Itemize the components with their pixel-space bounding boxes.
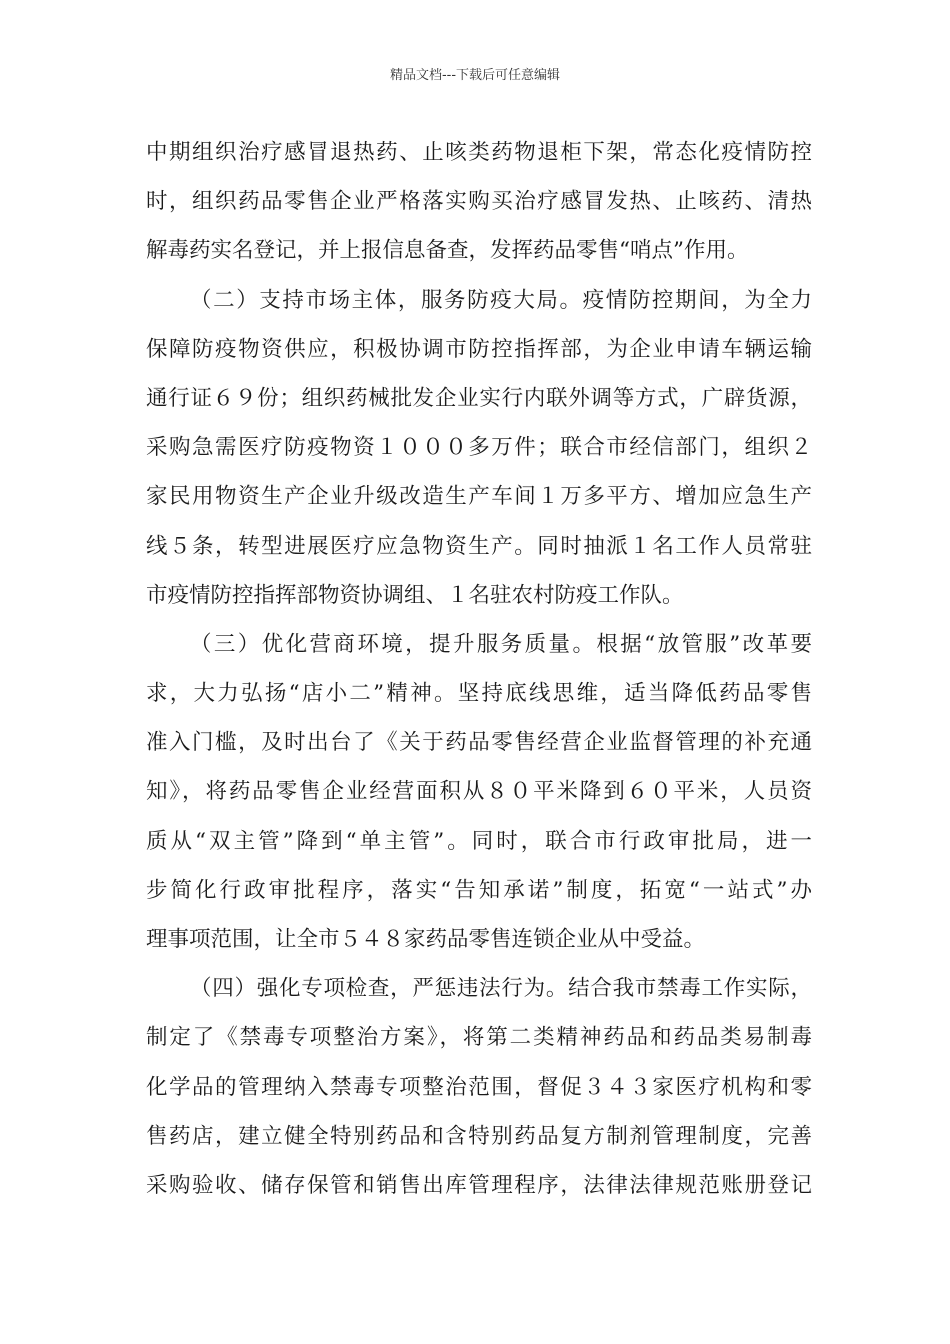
paragraph-3 [146, 620, 812, 964]
text-line: 采购验收、储存保管和销售出库管理程序，法律法律规范账册登记 [146, 1172, 812, 1198]
text-line: 解毒药实名登记，并上报信息备查，发挥药品零售“哨点”作用。 [146, 238, 749, 264]
text-line: 准入门槛，及时出台了《关于药品零售经营企业监督管理的补充通 [146, 730, 812, 756]
text-line: 质从“双主管”降到“单主管”。同时，联合市行政审批局，进一 [146, 828, 812, 854]
text-line: 制定了《禁毒专项整治方案》，将第二类精神药品和药品类易制毒 [146, 1025, 812, 1051]
text-line: 知》，将药品零售企业经营面积从８０平米降到６０平米，人员资 [146, 779, 812, 805]
document-body [146, 128, 812, 1210]
text-line: 采购急需医疗防疫物资１０００多万件；联合市经信部门，组织２ [146, 435, 812, 461]
text-line: （三）优化营商环境，提升服务质量。根据“放管服”改革要 [190, 631, 812, 657]
text-line: 理事项范围，让全市５４８家药品零售连锁企业从中受益。 [146, 927, 706, 952]
text-line: （二）支持市场主体，服务防疫大局。疫情防控期间，为全力 [190, 287, 812, 313]
text-line: 化学品的管理纳入禁毒专项整治范围，督促３４３家医疗机构和零 [146, 1074, 812, 1100]
paragraph-4 [146, 964, 812, 1210]
text-line: 家民用物资生产企业升级改造生产车间１万多平方、增加应急生产 [146, 484, 812, 510]
text-line: 线５条，转型进展医疗应急物资生产。同时抽派１名工作人员常驻 [146, 533, 812, 559]
text-line: （四）强化专项检查，严惩违法行为。结合我市禁毒工作实际， [190, 976, 812, 1002]
paragraph-1 [146, 128, 812, 276]
text-line: 通行证６９份；组织药械批发企业实行内联外调等方式，广辟货源， [146, 385, 812, 411]
text-line: 保障防疫物资供应，积极协调市防控指挥部，为企业申请车辆运输 [146, 336, 812, 362]
text-line: 售药店，建立健全特别药品和含特别药品复方制剂管理制度，完善 [146, 1123, 812, 1149]
text-line: 市疫情防控指挥部物资协调组、１名驻农村防疫工作队。 [146, 582, 684, 608]
paragraph-2 [146, 276, 812, 620]
text-line: 时，组织药品零售企业严格落实购买治疗感冒发热、止咳药、清热 [146, 189, 812, 215]
text-line: 步简化行政审批程序，落实“告知承诺”制度，拓宽“一站式”办 [146, 877, 812, 903]
page-header: 精品文档---下载后可任意编辑 [389, 68, 561, 83]
text-line: 中期组织治疗感冒退热药、止咳类药物退柜下架，常态化疫情防控 [146, 140, 812, 165]
text-line: 求，大力弘扬“店小二”精神。坚持底线思维，适当降低药品零售 [146, 681, 812, 707]
